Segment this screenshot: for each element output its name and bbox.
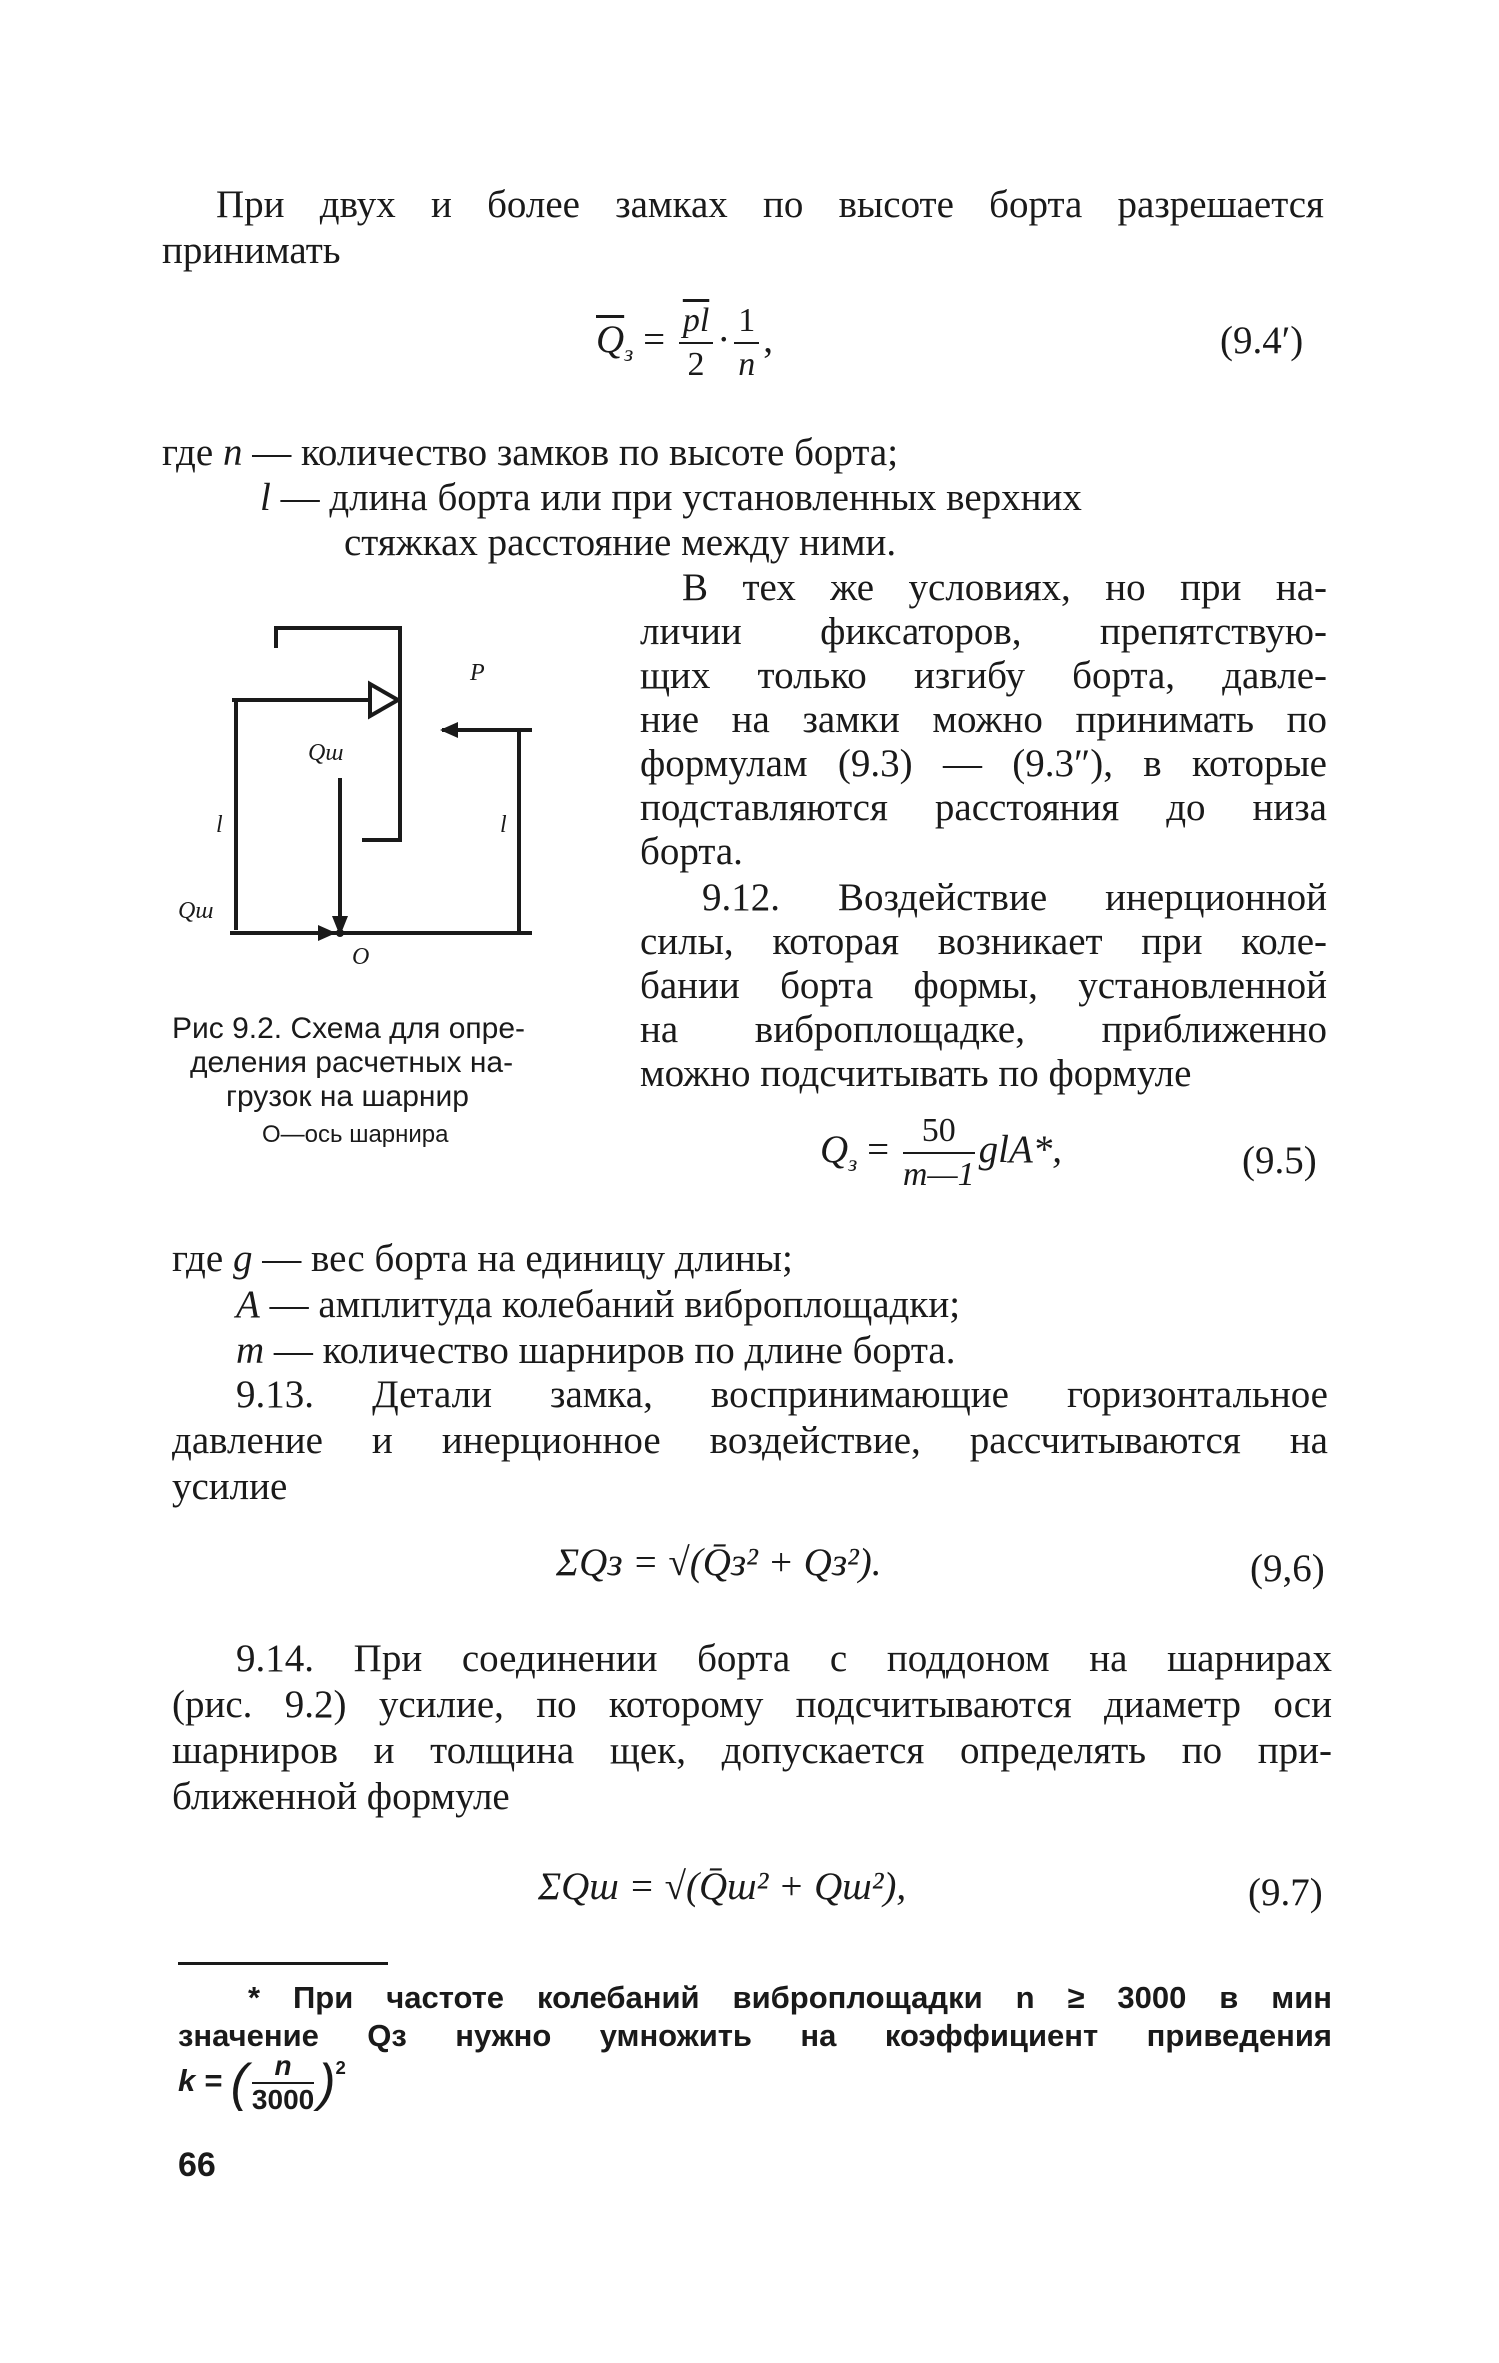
k-fraction <box>252 2050 314 2116</box>
footnote-line-2: значение Qз нужно умножить на коэффициент приведения <box>178 2018 1332 2053</box>
sym-m: m <box>236 1329 265 1372</box>
eq95-tail: glA*, <box>978 1127 1063 1171</box>
eq95-lhs-sub: з <box>848 1150 858 1177</box>
hinge-point <box>336 929 344 937</box>
equation-9-7: ΣQш = √(Q̄ш² + Qш²), <box>538 1865 907 1908</box>
p913-line-2: давление и инерционное воздействие, рассчитываются на <box>172 1419 1328 1462</box>
where-label: где <box>162 431 223 474</box>
where-l-line <box>260 475 1082 521</box>
eq95-number: (9.5) <box>1242 1139 1317 1182</box>
where-a-line <box>236 1282 960 1328</box>
eq94-den2: n <box>738 346 756 383</box>
label-l-right: l <box>500 812 507 838</box>
label-qsh-bar: Qш <box>178 898 214 924</box>
sym-n: n <box>222 431 243 474</box>
right-col-line-9: силы, которая возникает при коле- <box>640 920 1327 963</box>
eq94-lhs-sub: з <box>624 340 634 367</box>
p-arrow-head <box>440 722 458 738</box>
figure-caption-4: O—ось шарнира <box>262 1121 449 1148</box>
right-col-line-6: подставляются расстояния до низа <box>640 786 1327 829</box>
label-l-left: l <box>216 812 223 838</box>
equation-9-6: ΣQз = √(Q̄з² + Qз²). <box>556 1541 882 1584</box>
figure-hinge-scheme <box>160 600 560 980</box>
where-g-text: — вес борта на единицу длины; <box>252 1237 793 1280</box>
footnote-rule <box>178 1962 388 1965</box>
right-col-line-1: В тех же условиях, но при на- <box>682 566 1327 609</box>
where-l-line-2: стяжках расстояние между ними. <box>344 521 897 564</box>
footnote-line-1: * При частоте колебаний виброплощадки n ≥ 3000 в мин <box>248 1980 1332 2015</box>
where-m-line <box>236 1328 956 1374</box>
eq94-lhs: $\overline{Q}$ <box>596 317 625 361</box>
where-n-line <box>162 430 898 476</box>
eq94-tail: , <box>763 317 774 361</box>
p914-line-4: ближенной формуле <box>172 1775 510 1818</box>
label-qsh: Qш <box>308 740 344 766</box>
eq95-equals: = <box>867 1127 890 1171</box>
k-num: n <box>252 2050 314 2084</box>
eq95-lhs: Q <box>820 1127 849 1171</box>
figure-caption-1: Рис 9.2. Схема для опре- <box>172 1012 526 1045</box>
footnote-k-formula: k = ( $\frac{n}{3000}$ )$^2$ <box>178 2050 346 2115</box>
figure-caption-3: грузок на шарнир <box>226 1080 469 1113</box>
where-label-2: где <box>172 1237 233 1280</box>
qsh-bar-arrow-head <box>318 925 336 941</box>
p913-line-1: 9.13. Детали замка, воспринимающие горизонтальное <box>236 1373 1328 1416</box>
p914-line-3: шарниров и толщина щек, допускается определять по при- <box>172 1729 1332 1772</box>
eq94-num: $\overline{pl}$ <box>679 300 713 344</box>
right-col-line-10: бании борта формы, установленной <box>640 964 1327 1007</box>
lock-triangle <box>370 684 398 716</box>
eq94-fraction-1 <box>679 300 713 386</box>
right-col-line-5: формулам (9.3) — (9.3″), в которые <box>640 742 1327 785</box>
eq94-den: 2 <box>687 346 705 383</box>
figure-caption-2: деления расчетных на- <box>190 1046 514 1079</box>
k-den: 3000 <box>251 2084 315 2115</box>
eq95-fraction <box>903 1110 975 1196</box>
right-col-line-2: личии фиксаторов, препятствую- <box>640 610 1327 653</box>
eq95-den: m—1 <box>902 1156 975 1193</box>
where-n-text: — количество замков по высоте борта; <box>242 431 899 474</box>
right-col-line-3: щих только изгибу борта, давле- <box>640 654 1327 697</box>
right-col-line-7: борта. <box>640 830 743 873</box>
eq94-equals: = <box>643 317 666 361</box>
sym-l: l <box>260 476 271 519</box>
label-o: O <box>352 944 370 970</box>
sym-g: g <box>232 1237 253 1280</box>
equation-9-4: $\overline{Q}_з$ = $\frac{\overline{pl}}{2}$ · $\frac{1}{n}$ , <box>596 300 773 386</box>
eq97-number: (9.7) <box>1248 1871 1323 1914</box>
label-p: P <box>470 660 485 686</box>
where-g-line <box>172 1236 793 1282</box>
intro-line-2: принимать <box>162 229 341 272</box>
eq95-num: 50 <box>903 1110 975 1154</box>
k-power: 2 <box>335 2057 346 2078</box>
eq96-number: (9,6) <box>1250 1547 1325 1590</box>
p913-line-3: усилие <box>172 1465 288 1508</box>
sym-a: A <box>236 1283 260 1326</box>
eq94-fraction-2 <box>734 300 759 386</box>
right-col-line-11: на виброплощадке, приближенно <box>640 1008 1327 1051</box>
p914-line-2: (рис. 9.2) усилие, по которому подсчитываются диаметр оси <box>172 1683 1332 1726</box>
where-l-text-1: — длина борта или при установленных верхних <box>270 476 1082 519</box>
equation-9-5 <box>820 1110 1062 1196</box>
right-col-line-8: 9.12. Воздействие инерционной <box>702 876 1327 919</box>
right-col-line-12: можно подсчитывать по формуле <box>640 1052 1192 1095</box>
k-lhs: k = <box>178 2063 222 2099</box>
where-a-text: — амплитуда колебаний виброплощадки; <box>259 1283 961 1326</box>
right-col-line-4: ние на замки можно принимать по <box>640 698 1327 741</box>
intro-line-1: При двух и более замках по высоте борта разрешается <box>216 183 1324 226</box>
where-m-text: — количество шарниров по длине борта. <box>264 1329 956 1372</box>
p914-line-1: 9.14. При соединении борта с поддоном на шарнирах <box>236 1637 1332 1680</box>
eq94-num2: 1 <box>734 300 759 344</box>
page-number: 66 <box>178 2146 216 2184</box>
eq94-number: (9.4′) <box>1220 319 1304 362</box>
